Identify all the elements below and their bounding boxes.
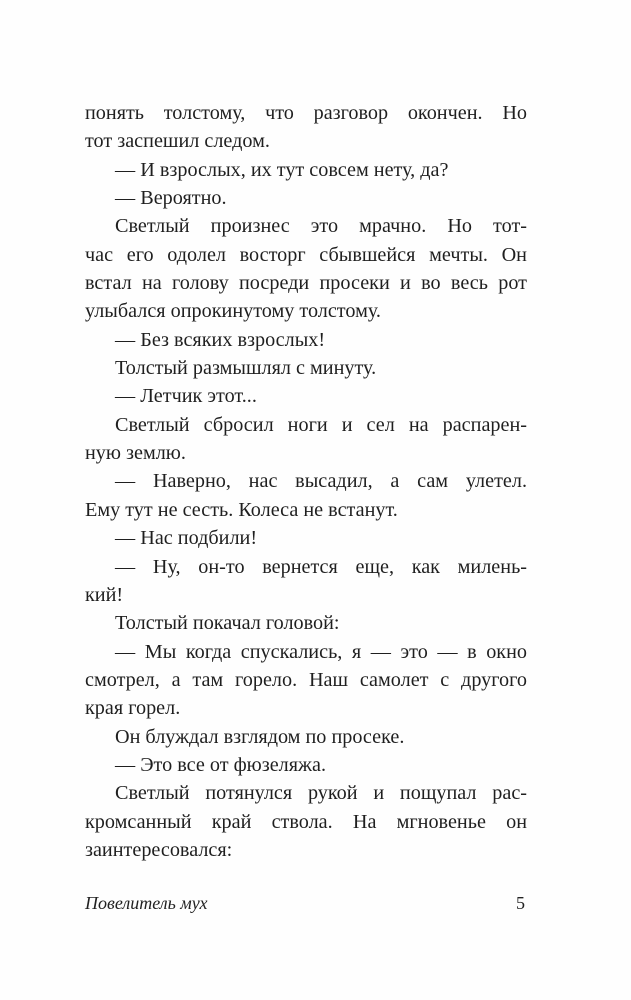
text-line: — Это все от фюзеляжа. bbox=[115, 753, 326, 776]
text-line: понять толстому, что разговор окончен. Но bbox=[85, 102, 527, 124]
text-line: края горел. bbox=[85, 697, 181, 720]
text-line: Светлый произнес это мрачно. Но тот- bbox=[115, 215, 527, 238]
text-line: час его одолел восторг сбывшейся мечты. Он bbox=[85, 243, 527, 266]
text-line: ную землю. bbox=[85, 442, 186, 465]
text-line: Он блуждал взглядом по просеке. bbox=[115, 725, 405, 748]
page-footer bbox=[85, 893, 527, 917]
text-line: — И взрослых, их тут совсем нету, да? bbox=[115, 158, 449, 181]
text-line: Светлый сбросил ноги и сел на распарен- bbox=[115, 413, 527, 436]
text-line: Толстый покачал головой: bbox=[115, 612, 340, 635]
text-line: Толстый размышлял с минуту. bbox=[115, 357, 377, 380]
text-line: Ему тут не сесть. Колеса не встанут. bbox=[85, 498, 398, 521]
text-line: тот заспешил следом. bbox=[85, 130, 270, 153]
page-number: 5 bbox=[516, 893, 525, 913]
text-line: кромсанный край ствола. На мгновенье он bbox=[85, 810, 527, 833]
text-line: улыбался опрокинутому толстому. bbox=[85, 300, 381, 323]
running-title: Повелитель мух bbox=[85, 893, 208, 913]
text-line: — Нас подбили! bbox=[115, 527, 258, 550]
text-line: — Ну, он-то вернется еще, как милень- bbox=[115, 555, 527, 578]
text-line: — Летчик этот... bbox=[115, 385, 257, 408]
text-line: — Вероятно. bbox=[115, 187, 227, 210]
text-line: кий! bbox=[85, 583, 124, 606]
text-line: — Мы когда спускались, я — это — в окно bbox=[115, 640, 527, 663]
text-line: — Наверно, нас высадил, а сам улетел. bbox=[115, 470, 527, 493]
text-line: заинтересовался: bbox=[85, 838, 233, 861]
text-line: смотрел, а там горело. Наш самолет с другого bbox=[85, 668, 527, 691]
body-text bbox=[85, 99, 527, 864]
text-line: Светлый потянулся рукой и пощупал рас- bbox=[115, 782, 527, 805]
text-line: — Без всяких взрослых! bbox=[115, 328, 326, 351]
text-line: встал на голову посреди просеки и во весь рот bbox=[85, 272, 527, 295]
